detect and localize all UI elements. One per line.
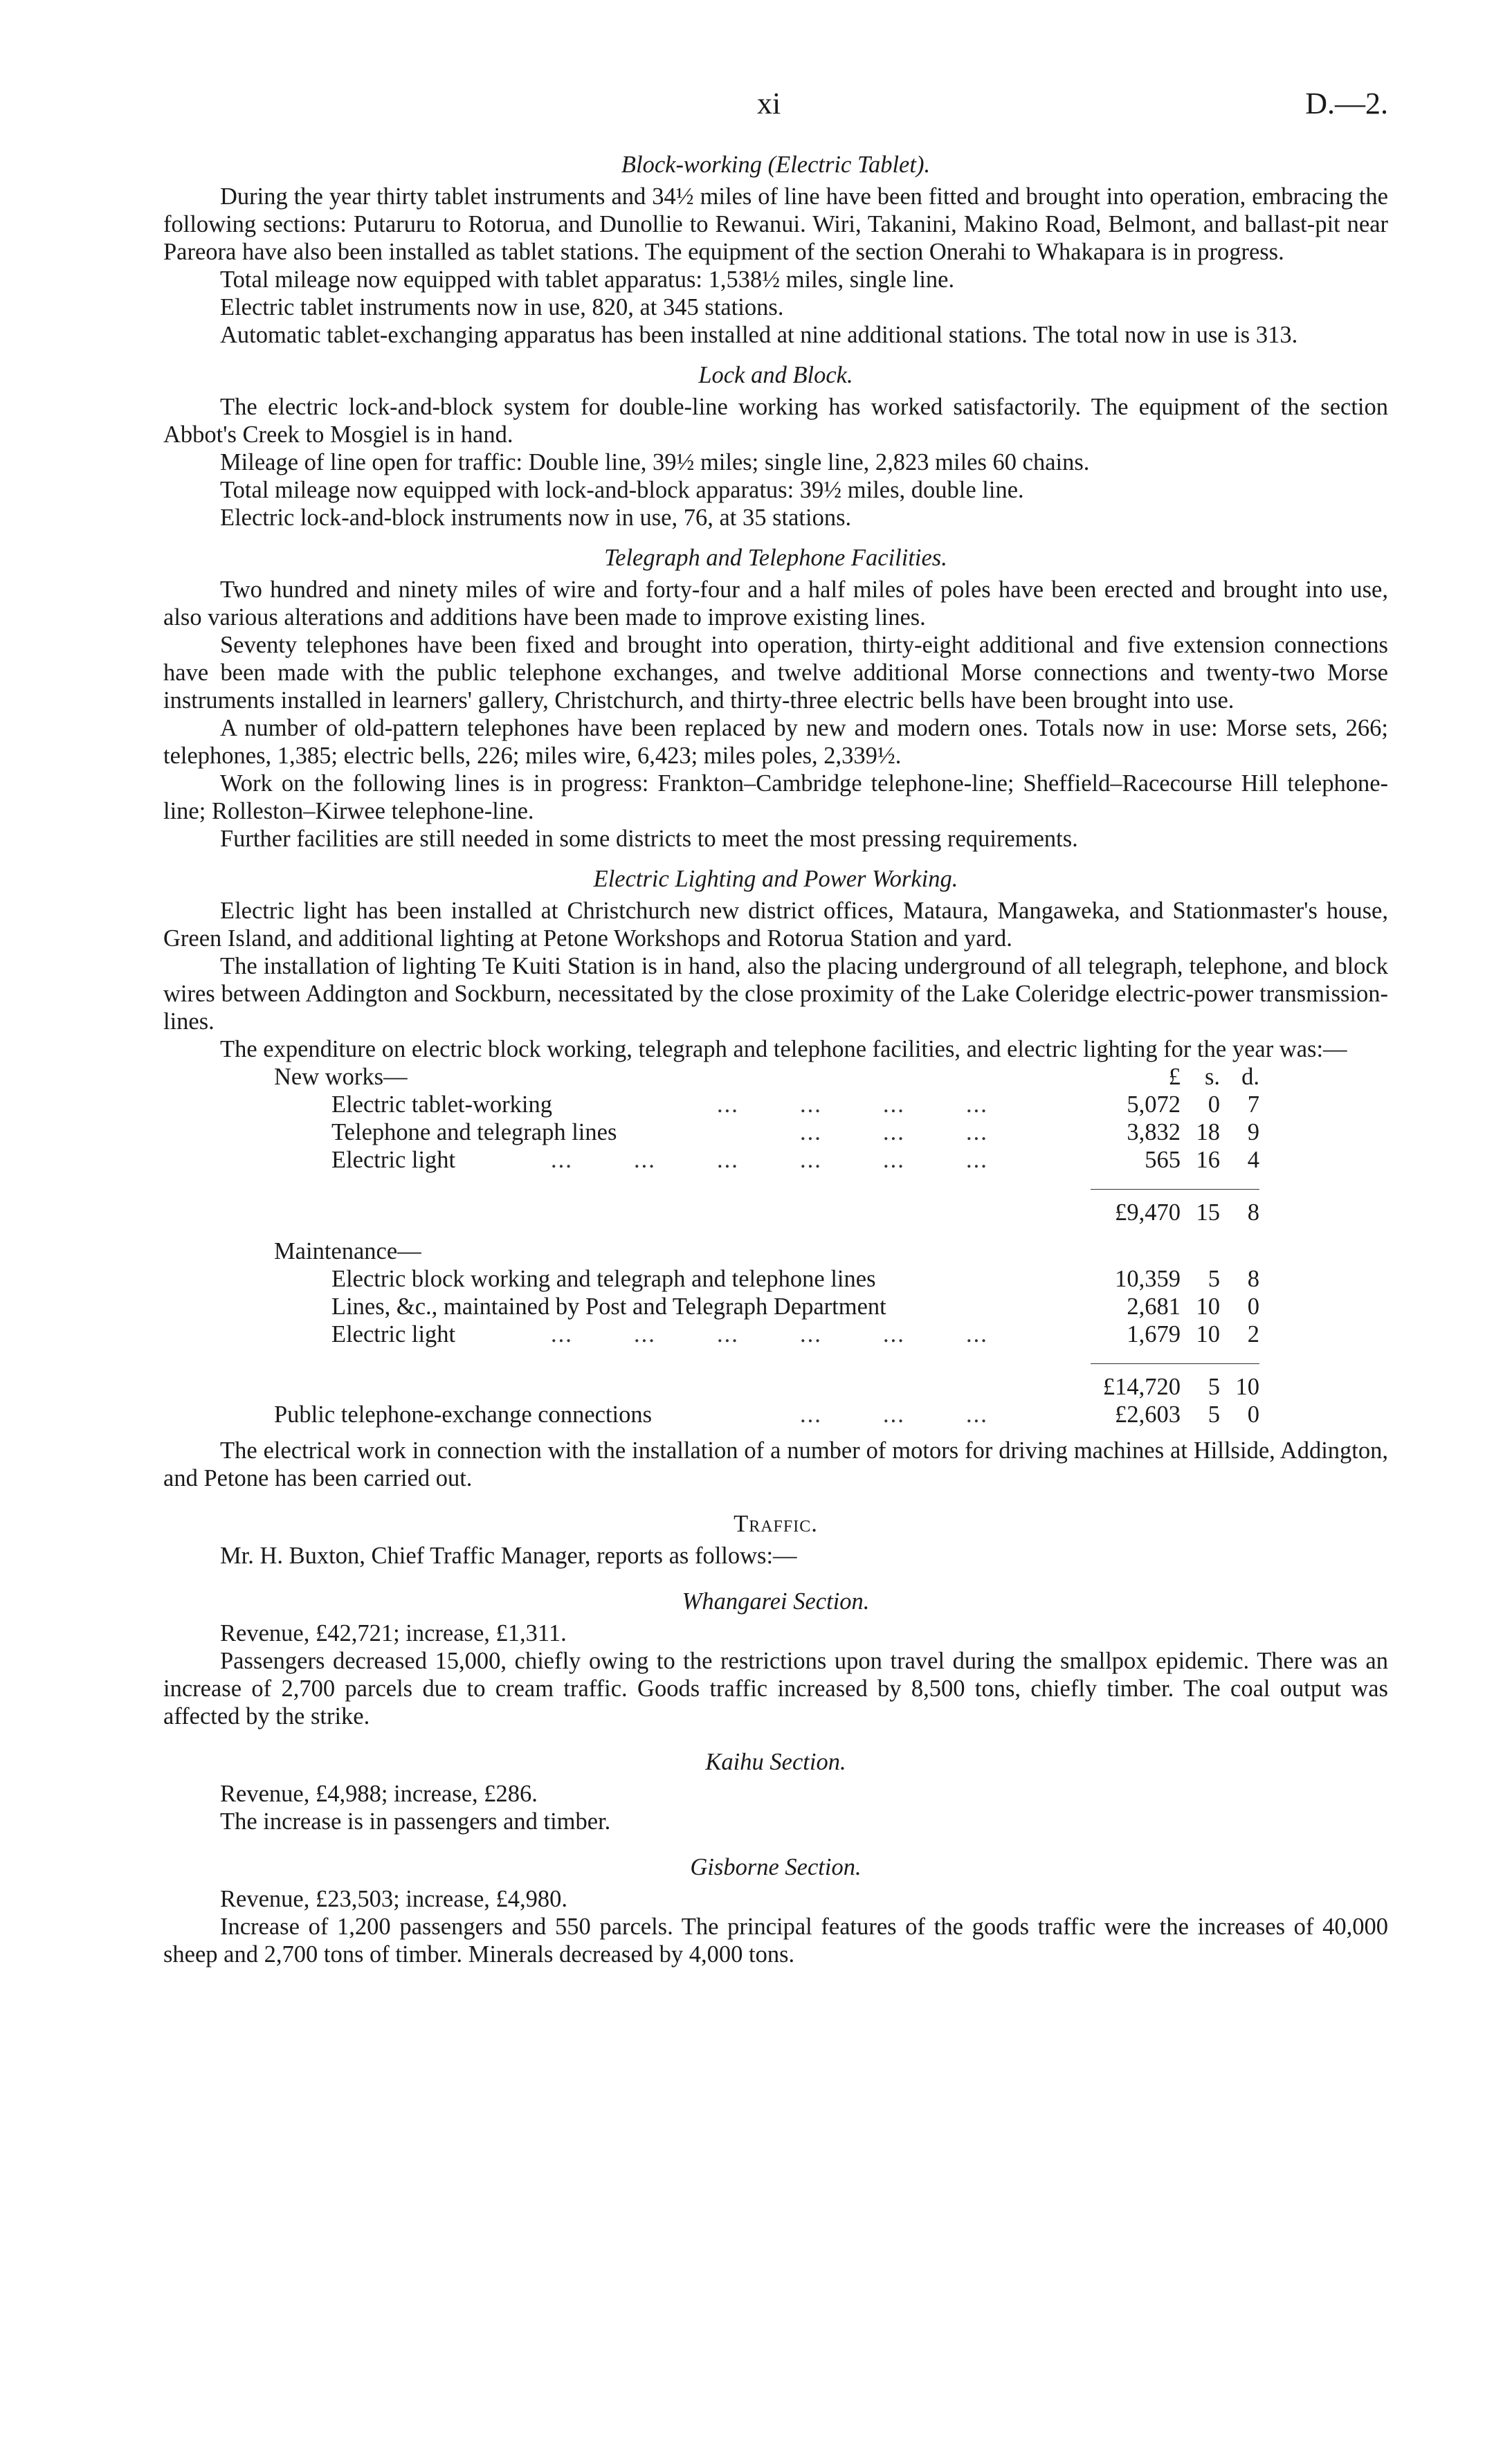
row-label: Lines, &c., maintained by Post and Telegraph Department <box>331 1293 886 1320</box>
pence-cell: 2 <box>1247 1321 1259 1347</box>
paragraph: Revenue, £23,503; increase, £4,980. <box>220 1886 568 1912</box>
subtotal-row <box>163 1199 1388 1226</box>
leader-dots: ... <box>800 1321 822 1347</box>
pounds-column-header: £ <box>1168 1064 1181 1090</box>
paragraph: During the year thirty tablet instruments and 34½ miles of line have been fitted and brought into operation, embracing the following sections: Putaruru to Rotorua, and Dunollie to Rewanui. Wiri, Takanini, Makino Road, Belmont, and ballast-pit near Pareora have also been installed as tablet stations. The equipment of the section Onerahi to Whakapara is in progress. <box>163 183 1388 265</box>
section-title-block-working: Block-working (Electric Tablet). <box>621 152 931 178</box>
shillings-cell: 10 <box>1196 1321 1220 1347</box>
document-page <box>163 87 1388 1968</box>
shillings-cell: 16 <box>1196 1147 1220 1173</box>
pence-cell: 8 <box>1247 1266 1259 1292</box>
paragraph: Seventy telephones have been fixed and brought into operation, thirty-eight additional and five extension connections have been made with the public telephone exchanges, and twelve additional Morse connections and twenty-two Morse instruments installed in learners' gallery, Christchurch, and thirty-three electric bells have been brought into use. <box>163 632 1388 714</box>
paragraph: The increase is in passengers and timber. <box>220 1808 611 1835</box>
section-title-whangarei: Whangarei Section. <box>682 1588 870 1615</box>
pounds-cell: 2,681 <box>1127 1293 1181 1320</box>
paragraph: Automatic tablet-exchanging apparatus has been installed at nine additional stations. The total now in use is 313. <box>220 322 1298 348</box>
leader-dots: ... <box>883 1091 905 1118</box>
leader-dots: ... <box>800 1401 822 1428</box>
shillings-column-header: s. <box>1204 1064 1220 1090</box>
expenditure-table <box>163 1063 1388 1428</box>
leader-dots: ... <box>717 1091 739 1118</box>
paragraph: Total mileage now equipped with lock-and-block apparatus: 39½ miles, double line. <box>220 477 1024 503</box>
pounds-cell: £2,603 <box>1115 1401 1181 1428</box>
pounds-cell: £9,470 <box>1115 1199 1181 1226</box>
document-reference: D.—2. <box>1305 87 1388 120</box>
leader-dots: ... <box>800 1147 822 1173</box>
pence-cell: 4 <box>1247 1147 1259 1173</box>
table-row <box>163 1401 1388 1428</box>
paragraph: Electric light has been installed at Christchurch new district offices, Mataura, Mangaweka, and Stationmaster's house, Green Island, and additional lighting at Petone Workshops and Rotorua Station and yard. <box>163 898 1388 952</box>
maintenance-label: Maintenance— <box>274 1238 421 1264</box>
section-title-traffic: Traffic. <box>734 1511 818 1537</box>
leader-dots: ... <box>883 1147 905 1173</box>
paragraph: Mr. H. Buxton, Chief Traffic Manager, reports as follows:— <box>220 1543 797 1569</box>
paragraph: Further facilities are still needed in some districts to meet the most pressing requirements. <box>220 826 1078 852</box>
leader-dots: ... <box>800 1119 822 1145</box>
spacer <box>163 1174 1388 1199</box>
shillings-cell: 0 <box>1208 1091 1220 1118</box>
row-label: Electric tablet-working <box>331 1091 552 1118</box>
pence-cell: 7 <box>1247 1091 1259 1118</box>
section-title-lock-block: Lock and Block. <box>698 362 853 388</box>
shillings-cell: 10 <box>1196 1293 1220 1320</box>
row-label: Electric block working and telegraph and telephone lines <box>331 1266 876 1292</box>
row-label: Electric light <box>331 1147 456 1173</box>
section-title-kaihu: Kaihu Section. <box>705 1749 846 1775</box>
leader-dots: ... <box>883 1119 905 1145</box>
table-row <box>163 1320 1388 1348</box>
leader-dots: ... <box>717 1321 739 1347</box>
leader-dots: ... <box>551 1147 573 1173</box>
paragraph: A number of old-pattern telephones have been replaced by new and modern ones. Totals now in use: Morse sets, 266; telephones, 1,385; electric bells, 226; miles wire, 6,423; miles poles, 2,339½. <box>163 715 1388 769</box>
subtotal-row <box>163 1373 1388 1401</box>
paragraph: Increase of 1,200 passengers and 550 parcels. The principal features of the goods traffic were the increases of 40,000 sheep and 2,700 tons of timber. Minerals decreased by 4,000 tons. <box>163 1914 1388 1968</box>
leader-dots: ... <box>966 1091 988 1118</box>
spacer <box>163 1348 1388 1373</box>
leader-dots: ... <box>883 1321 905 1347</box>
paragraph: Two hundred and ninety miles of wire and forty-four and a half miles of poles have been erected and brought into use, also various alterations and additions have been made to improve existing lines. <box>163 576 1388 630</box>
paragraph: The electrical work in connection with the installation of a number of motors for driving machines at Hillside, Addington, and Petone has been carried out. <box>163 1437 1388 1491</box>
leader-dots: ... <box>800 1091 822 1118</box>
leader-dots: ... <box>551 1321 573 1347</box>
table-row <box>163 1091 1388 1118</box>
paragraph: Revenue, £4,988; increase, £286. <box>220 1781 538 1807</box>
shillings-cell: 5 <box>1208 1401 1220 1428</box>
pence-cell: 8 <box>1247 1199 1259 1226</box>
paragraph: Electric tablet instruments now in use, 820, at 345 stations. <box>220 294 784 320</box>
shillings-cell: 18 <box>1196 1119 1220 1145</box>
row-label: Electric light <box>331 1321 456 1347</box>
table-row <box>163 1118 1388 1146</box>
pounds-cell: 10,359 <box>1115 1266 1181 1292</box>
page-number: xi <box>757 87 781 120</box>
subtotal-rule <box>1091 1189 1259 1190</box>
pounds-cell: 1,679 <box>1127 1321 1181 1347</box>
maintenance-heading-row <box>163 1237 1388 1265</box>
pence-cell: 0 <box>1247 1401 1259 1428</box>
pence-column-header: d. <box>1241 1064 1259 1090</box>
paragraph: The electric lock-and-block system for double-line working has worked satisfactorily. The equipment of the section Abbot's Creek to Mosgiel is in hand. <box>163 394 1388 448</box>
pence-cell: 10 <box>1235 1374 1259 1400</box>
table-row <box>163 1265 1388 1293</box>
pounds-cell: £14,720 <box>1102 1374 1181 1400</box>
leader-dots: ... <box>966 1147 988 1173</box>
paragraph: Total mileage now equipped with tablet apparatus: 1,538½ miles, single line. <box>220 266 955 293</box>
shillings-cell: 5 <box>1208 1266 1220 1292</box>
paragraph: The expenditure on electric block working, telegraph and telephone facilities, and electric lighting for the year was:— <box>220 1036 1347 1062</box>
paragraph: Work on the following lines is in progress: Frankton–Cambridge telephone-line; Sheffield–Racecourse Hill telephone-line; Rolleston–Kirwee telephone-line. <box>163 770 1388 824</box>
spacer <box>163 1226 1388 1237</box>
row-label: Telephone and telegraph lines <box>331 1119 617 1145</box>
paragraph: The installation of lighting Te Kuiti Station is in hand, also the placing underground of all telegraph, telephone, and block wires between Addington and Sockburn, necessitated by the close proximity of the Lake Coleridge electric-power transmission-lines. <box>163 953 1388 1035</box>
leader-dots: ... <box>717 1147 739 1173</box>
leader-dots: ... <box>966 1401 988 1428</box>
table-row <box>163 1146 1388 1174</box>
new-works-label: New works— <box>274 1064 408 1090</box>
page-header <box>163 87 1388 138</box>
pence-cell: 0 <box>1247 1293 1259 1320</box>
section-title-gisborne: Gisborne Section. <box>690 1854 862 1880</box>
pounds-cell: 3,832 <box>1127 1119 1181 1145</box>
leader-dots: ... <box>966 1119 988 1145</box>
subtotal-rule <box>1091 1363 1259 1364</box>
table-row <box>163 1293 1388 1320</box>
paragraph: Passengers decreased 15,000, chiefly owing to the restrictions upon travel during the smallpox epidemic. There was an increase of 2,700 parcels due to cream traffic. Goods traffic increased by 8,500 tons, chiefly timber. The coal output was affected by the strike. <box>163 1648 1388 1729</box>
leader-dots: ... <box>634 1147 656 1173</box>
section-title-telegraph: Telegraph and Telephone Facilities. <box>604 545 947 571</box>
paragraph: Electric lock-and-block instruments now in use, 76, at 35 stations. <box>220 505 852 531</box>
table-header-row <box>163 1063 1388 1091</box>
pounds-cell: 565 <box>1145 1147 1181 1173</box>
leader-dots: ... <box>634 1321 656 1347</box>
shillings-cell: 15 <box>1196 1199 1220 1226</box>
paragraph: Mileage of line open for traffic: Double line, 39½ miles; single line, 2,823 miles 60 chains. <box>220 449 1090 475</box>
pence-cell: 9 <box>1247 1119 1259 1145</box>
leader-dots: ... <box>883 1401 905 1428</box>
row-label: Public telephone-exchange connections <box>274 1401 653 1428</box>
section-title-lighting: Electric Lighting and Power Working. <box>593 866 958 892</box>
paragraph: Revenue, £42,721; increase, £1,311. <box>220 1620 567 1646</box>
shillings-cell: 5 <box>1208 1374 1220 1400</box>
pounds-cell: 5,072 <box>1127 1091 1181 1118</box>
leader-dots: ... <box>966 1321 988 1347</box>
